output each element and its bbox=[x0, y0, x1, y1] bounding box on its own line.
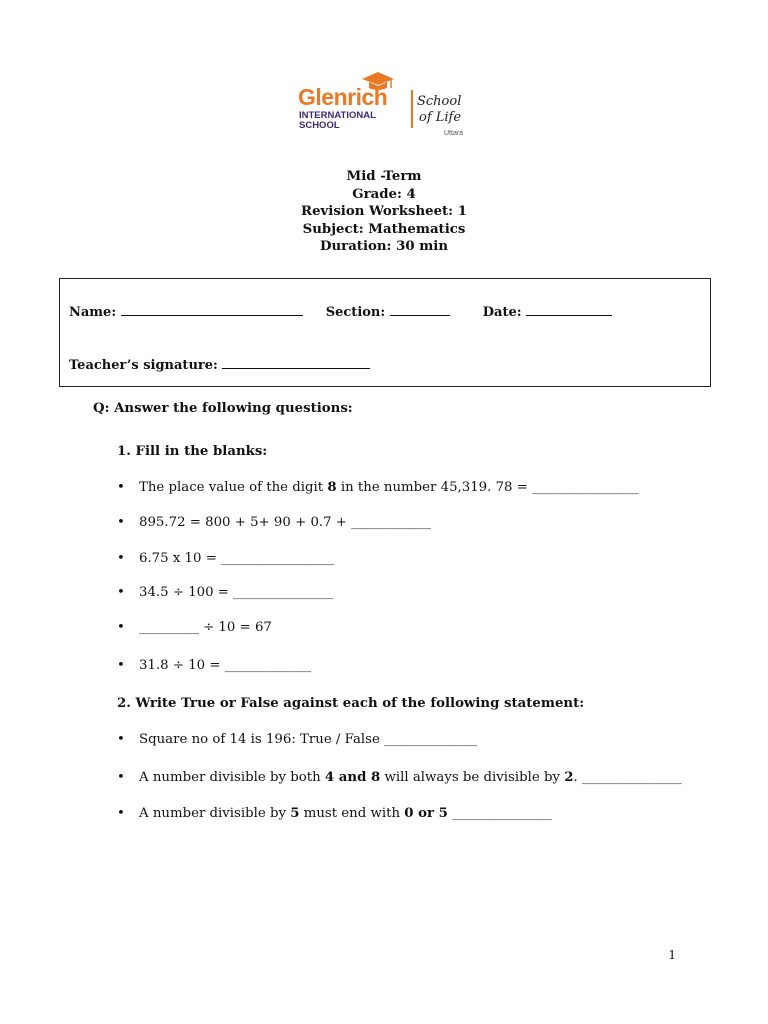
logo-school-name: INTERNATIONAL SCHOOL bbox=[299, 110, 376, 131]
fill-blank-item: • _________ ÷ 10 = 67 bbox=[117, 620, 272, 635]
info-row-2 bbox=[69, 356, 370, 373]
info-row-1 bbox=[69, 303, 612, 320]
date-label: Date: bbox=[482, 305, 522, 320]
section-1-title: 1. Fill in the blanks: bbox=[117, 444, 268, 459]
teacher-signature-label: Teacher’s signature: bbox=[69, 358, 218, 373]
bullet-icon: • bbox=[117, 732, 125, 747]
school-logo bbox=[298, 68, 478, 140]
bullet-icon: • bbox=[117, 806, 125, 821]
bullet-icon: • bbox=[117, 551, 125, 566]
name-field[interactable] bbox=[121, 303, 303, 316]
fill-blank-item: • 895.72 = 800 + 5+ 90 + 0.7 + ____________ bbox=[117, 515, 431, 530]
date-field[interactable] bbox=[526, 303, 612, 316]
fill-blank-item: • 31.8 ÷ 10 = _____________ bbox=[117, 658, 312, 673]
subject-label: Subject: Mathematics bbox=[302, 221, 466, 237]
logo-location: Uttara bbox=[444, 130, 464, 137]
exam-title: Mid -Term bbox=[346, 169, 422, 184]
student-info-box bbox=[59, 278, 711, 387]
bullet-icon: • bbox=[117, 585, 125, 600]
fill-blank-item: • 6.75 x 10 = _________________ bbox=[117, 551, 335, 566]
bullet-icon: • bbox=[117, 770, 125, 785]
bullet-icon: • bbox=[117, 480, 125, 495]
logo-divider bbox=[411, 90, 413, 128]
fill-blank-item: • The place value of the digit 8 in the number 45,319. 78 = ________________ bbox=[117, 480, 639, 495]
logo-tagline: School of Life bbox=[417, 94, 462, 125]
fill-blank-item: • 34.5 ÷ 100 = _______________ bbox=[117, 585, 333, 600]
true-false-item: • A number divisible by 5 must end with 0 or 5 _______________ bbox=[117, 806, 552, 821]
grade-label: Grade: 4 bbox=[352, 186, 416, 202]
page-number: 1 bbox=[668, 948, 676, 962]
section-field[interactable] bbox=[390, 303, 450, 316]
true-false-item: • A number divisible by both 4 and 8 will always be divisible by 2. _______________ bbox=[117, 770, 682, 785]
name-label: Name: bbox=[69, 305, 117, 320]
question-prompt: Q: Answer the following questions: bbox=[93, 401, 353, 416]
bullet-icon: • bbox=[117, 658, 125, 673]
bullet-icon: • bbox=[117, 620, 125, 635]
section-2-title: 2. Write True or False against each of the following statement: bbox=[117, 696, 585, 711]
section-label: Section: bbox=[325, 305, 386, 320]
worksheet-header bbox=[0, 168, 768, 256]
worksheet-label: Revision Worksheet: 1 bbox=[301, 204, 467, 220]
teacher-signature-field[interactable] bbox=[222, 356, 370, 369]
logo-brand: Glenrich bbox=[298, 84, 388, 110]
true-false-item: • Square no of 14 is 196: True / False ______________ bbox=[117, 732, 478, 747]
bullet-icon: • bbox=[117, 515, 125, 530]
duration-label: Duration: 30 min bbox=[319, 239, 448, 255]
